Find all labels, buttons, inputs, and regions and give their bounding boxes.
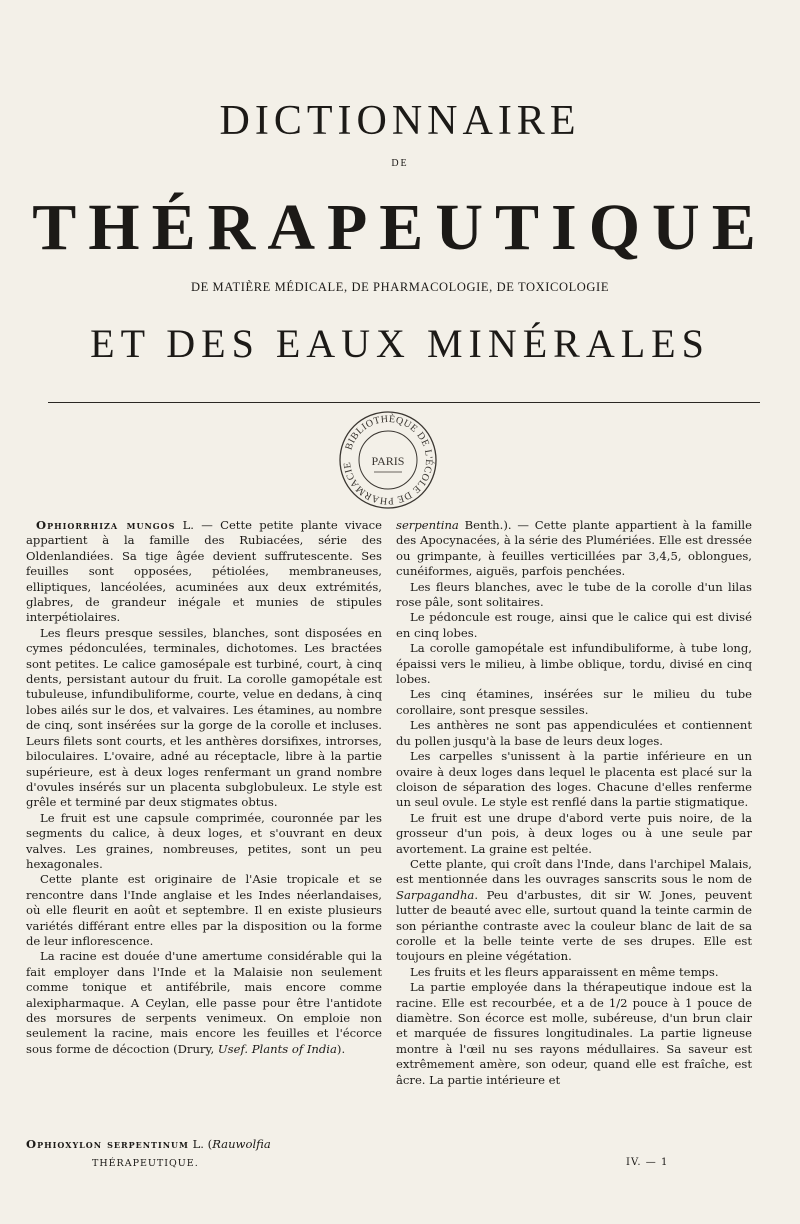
paragraph: Les anthères ne sont pas appendiculées et contiennent du pollen jusqu'à la base de leurs deux loges. (396, 718, 752, 748)
paragraph: Cette plante, qui croît dans l'Inde, dans l'archipel Malais, est mentionnée dans les ouvrages sanscrits sous le nom de Sarpagandha. Peu d'arbustes, dit sir W. Jones, peuvent lutter de beauté avec elle, surtout quand la teinte carmin de son périanthe contraste avec la couleur blanc de lait de sa corolle et la belle teinte verte de ses drupes. Elle est toujours en pleine végétation. (396, 856, 752, 964)
title-eaux-minerales: ET DES EAUX MINÉRALES (90, 321, 710, 366)
stamp-ring-text: BIBLIOTHÈQUE DE L'ÉCOLE DE PHARMACIE (341, 413, 435, 507)
footer-page-number: IV. — 1 (626, 1157, 669, 1168)
citation: Usef. Plants of India (217, 1041, 337, 1056)
paragraph: Le fruit est une capsule comprimée, couronnée par les segments du calice, à deux loges, et s'ouvrant en deux valves. Les graines, nombreuses, petites, sont un peu hexagonales. (26, 810, 382, 871)
paragraph: Les fleurs blanches, avec le tube de la corolle d'un lilas rose pâle, sont solitaires. (396, 579, 752, 610)
right-column (396, 518, 752, 1088)
paragraph: serpentina Benth.). — Cette plante appartient à la famille des Apocynacées, à la série des Plumériées. Elle est dressée ou grimpante, à feuilles verticillées par 3,4,5, oblongues, cunéiformes, aiguës, parfois penchées. (396, 518, 752, 579)
paragraph: Le fruit est une drupe d'abord verte puis noire, de la grosseur d'un pois, à deux loges ou à une seule par avortement. La graine est peltée. (396, 810, 752, 856)
paragraph: La corolle gamopétale est infundibuliforme, à tube long, épaissi vers le milieu, à limbe oblique, tordu, divisé en cinq lobes. (396, 641, 752, 687)
paragraph: Les fleurs presque sessiles, blanches, sont disposées en cymes pédonculées, terminales, dichotomes. Les bractées sont petites. Le calice gamosépale est turbiné, court, à cinq dents, persistant autour du fruit. La corolle gamopétale est tubuleuse, infundibuliforme, courte, velue en dedans, à cinq lobes ailés sur le dos, et valvaires. Les étamines, au nombre de cinq, sont insérées sur la gorge de la corolle et incluses. Leurs filets sont courts, et les anthères dorsifixes, introrses, biloculaires. L'ovaire, adné au réceptacle, libre à la partie supérieure, est à deux loges renfermant un grand nombre d'ovules insérés sur un placenta subglobuleux. Le style est grêle et terminé par deux stigmates obtus. (26, 625, 382, 810)
subtitle: DE MATIÈRE MÉDICALE, DE PHARMACOLOGIE, DE TOXICOLOGIE (190, 280, 610, 294)
entry-name: Ophioxylon serpentinum (26, 1137, 189, 1151)
title-therapeutique: THÉRAPEUTIQUE (32, 191, 768, 264)
paragraph: La partie employée dans la thérapeutique indoue est la racine. Elle est recourbée, et a de 1/2 pouce à 1 pouce de diamètre. Son écorce est molle, subéreuse, d'un brun clair et marquée de fissures longitudinales. La partie ligneuse montre à l'œil nu ses rayons médullaires. Sa saveur est extrêmement amère, son odeur, quand elle est fraîche, est âcre. La partie intérieure et (396, 980, 752, 1087)
entry-heading: Ophioxylon serpentinum L. (Rauwolfia (26, 1137, 271, 1151)
library-stamp-icon (336, 408, 440, 512)
left-column (26, 518, 382, 1057)
paragraph: Cette plante est originaire de l'Asie tropicale et se rencontre dans l'Inde anglaise et les Indes néerlandaises, où elle fleurit en août et septembre. Il en existe plusieurs variétés différant entre elles par la disposition ou la forme de leur inflorescence. (26, 872, 382, 948)
paragraph: Les carpelles s'unissent à la partie inférieure en un ovaire à deux loges dans lequel le placenta est placé sur la cloison de séparation des loges. Chacune d'elles renferme un seul ovule. Le style est renflé dans la partie stigmatique. (396, 749, 752, 810)
paragraph: Le pédoncule est rouge, ainsi que le calice qui est divisé en cinq lobes. (396, 610, 752, 640)
paragraph: Les fruits et les fleurs apparaissent en même temps. (410, 964, 719, 979)
paragraph: La racine est douée d'une amertume considérable qui la fait employer dans l'Inde et la Malaisie non seulement comme tonique et antifébrile, mais encore comme alexipharmaque. A Ceylan, elle passe pour être l'antidote des morsures de serpents venimeux. On emploie non seulement la racine, mais encore les feuilles et l'écorce sous forme de décoction (Drury, Usef. Plants of India). (26, 949, 382, 1056)
paragraph: Les cinq étamines, insérées sur le milieu du tube corollaire, sont presque sessiles. (396, 687, 752, 717)
paragraph: Ophiorrhiza mungos L. — Cette petite plante vivace appartient à la famille des Rubiacées, série des Oldenlandiées. Sa tige âgée devient suffrutescente. Ses feuilles sont opposées, pétiolées, membraneuses, elliptiques, lancéolées, acuminées aux deux extrémités, glabres, de grandeur inégale et munies de stipules interpétiolaires. (26, 518, 382, 625)
stamp-center-text: PARIS (371, 454, 405, 468)
title-divider (48, 402, 760, 403)
title-de: DE (391, 158, 409, 169)
footer-signature: THÉRAPEUTIQUE. (92, 1158, 199, 1169)
title-dictionnaire: DICTIONNAIRE (219, 98, 581, 144)
entry-name: Ophiorrhiza mungos (36, 518, 176, 532)
